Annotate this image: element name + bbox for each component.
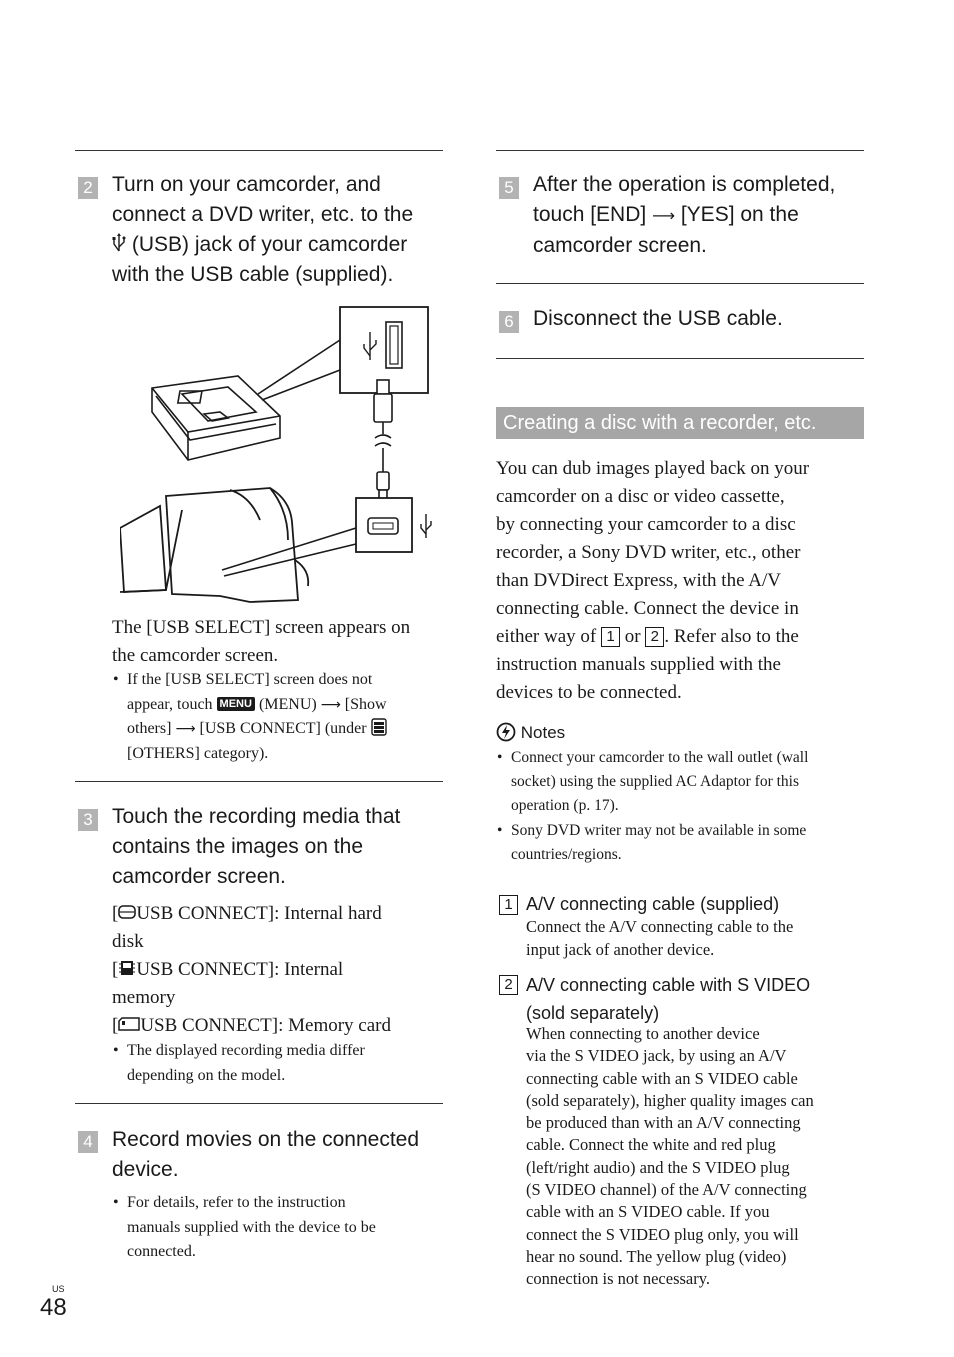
internal-memory-icon [118, 960, 136, 976]
step-number: 3 [78, 809, 98, 831]
step-number: 2 [78, 177, 98, 199]
text-line: Connect the A/V connecting cable to the [526, 917, 794, 936]
heading-line: camcorder screen. [112, 865, 286, 888]
result-text [112, 614, 452, 670]
divider [496, 150, 864, 151]
divider [75, 1103, 443, 1104]
heading-line: After the operation is completed, [533, 173, 836, 196]
text-line: by connecting your camcorder to a disc [496, 514, 796, 535]
bullet-dot: • [497, 822, 503, 839]
step-heading [112, 1125, 452, 1185]
text-span: USB CONNECT]: Memory card [140, 1015, 391, 1036]
text-line: than DVDirect Express, with the A/V [496, 570, 781, 591]
text-line: depending on the model. [127, 1066, 286, 1084]
text-line: socket) using the supplied AC Adaptor for this [511, 773, 800, 790]
heading-line: camcorder screen. [533, 234, 707, 257]
region-code: US [52, 1284, 65, 1294]
item-number-box: 1 [499, 895, 518, 915]
text-line [127, 693, 447, 718]
menu-icon: MENU [217, 697, 255, 711]
text-span: [USB CONNECT] (under [199, 720, 367, 737]
step-number: 4 [78, 1131, 98, 1153]
step-heading: Disconnect the USB cable. [533, 307, 783, 330]
text-span: either way of [496, 626, 597, 647]
hard-disk-icon [118, 905, 136, 919]
heading-line: Touch the recording media that [112, 805, 401, 828]
step-heading [112, 170, 452, 290]
text-line: the camcorder screen. [112, 645, 279, 666]
text-line: instruction manuals supplied with the [496, 654, 781, 675]
item-number-box: 2 [499, 975, 518, 995]
heading-line: connect a DVD writer, etc. to the [112, 203, 414, 226]
text-line [496, 623, 866, 651]
note-item [497, 746, 871, 818]
heading-line: Record movies on the connected [112, 1128, 420, 1151]
text-line: recorder, a Sony DVD writer, etc., other [496, 542, 801, 563]
arrow-icon: ⟶ [320, 696, 341, 713]
divider [75, 150, 443, 151]
text-line: For details, refer to the instruction [127, 1194, 346, 1211]
text-line: connected. [127, 1243, 196, 1260]
notes-icon [496, 722, 516, 742]
text-line: via the S VIDEO jack, by using an A/V [526, 1046, 787, 1066]
text-span: (MENU) [258, 695, 317, 713]
text-span: USB CONNECT]: Internal [136, 959, 344, 980]
step-number: 5 [499, 177, 519, 199]
text-line: connecting cable with an S VIDEO cable [526, 1068, 798, 1088]
arrow-icon: ⟶ [652, 206, 675, 225]
text-line: input jack of another device. [526, 940, 715, 959]
text-line: (sold separately), higher quality images can [526, 1090, 814, 1110]
divider [496, 283, 864, 284]
others-category-icon [371, 718, 387, 736]
item-title [526, 971, 810, 1027]
heading-text: (USB) jack of your camcorder [131, 233, 408, 256]
heading-text: touch [END] [533, 203, 647, 226]
text-line: camcorder on a disc or video cassette, [496, 486, 785, 507]
page-number: 48 [40, 1294, 67, 1321]
text-line: (left/right audio) and the S VIDEO plug [526, 1157, 790, 1177]
item-number-box: 2 [645, 627, 664, 647]
bullet-dot: • [113, 1042, 119, 1059]
text-line: countries/regions. [511, 846, 622, 863]
option-memory-card: [ USB CONNECT]: Memory card [112, 1015, 391, 1036]
text-line: (sold separately) [526, 1003, 660, 1023]
text-line: be produced than with an A/V connecting [526, 1113, 801, 1133]
usb-icon [421, 514, 431, 538]
notes-header [496, 722, 565, 744]
heading-line: Turn on your camcorder, and [112, 173, 381, 196]
usb-cable-icon [374, 380, 392, 500]
step-heading [533, 170, 873, 261]
camcorder-icon [120, 488, 308, 602]
text-span: others] [127, 720, 172, 737]
bullet-dot: • [497, 749, 503, 766]
bullet-note [113, 1191, 447, 1265]
item-description [526, 1023, 876, 1291]
item-description [526, 915, 876, 961]
text-line: Connect your camcorder to the wall outlet (wall [511, 749, 809, 766]
usb-connection-illustration [120, 300, 440, 610]
memory-card-icon [118, 1017, 140, 1031]
text-line: [OTHERS] category). [127, 744, 269, 762]
text-line: Sony DVD writer may not be available in some [511, 822, 807, 839]
divider [75, 781, 443, 782]
notes-label: Notes [520, 723, 566, 742]
item-number-box: 1 [601, 627, 620, 647]
text-span: appear, touch [127, 695, 213, 713]
heading-text: [YES] on the [680, 203, 799, 226]
text-line: connection is not necessary. [526, 1269, 711, 1289]
arrow-icon: ⟶ [175, 721, 196, 737]
note-item [497, 819, 871, 867]
text-line: If the [USB SELECT] screen does not [127, 671, 373, 688]
option-hard-disk: [ USB CONNECT]: Internal hard [112, 903, 382, 924]
heading-line: contains the images on the [112, 835, 363, 858]
bullet-note [113, 668, 447, 766]
text-span: [Show [344, 695, 387, 713]
text-line [127, 717, 447, 742]
text-span: . Refer also to the [664, 626, 799, 647]
heading-line [112, 230, 452, 260]
text-line: disk [112, 931, 144, 952]
text-line: manuals supplied with the device to be [127, 1218, 376, 1236]
heading-line [533, 200, 873, 231]
text-line: connect the S VIDEO plug only, you will [526, 1224, 799, 1244]
text-line: memory [112, 987, 176, 1008]
usb-icon [112, 233, 126, 253]
heading-line: with the USB cable (supplied). [112, 263, 394, 286]
media-options [112, 900, 452, 1040]
intro-paragraph [496, 455, 866, 707]
dvd-writer-icon [152, 376, 280, 460]
bullet-dot: • [113, 1194, 119, 1211]
bullet-dot: • [113, 671, 119, 688]
text-line: The displayed recording media differ [127, 1042, 365, 1059]
text-line: A/V connecting cable with S VIDEO [526, 975, 811, 995]
text-span: or [624, 626, 641, 647]
text-line: hear no sound. The yellow plug (video) [526, 1246, 787, 1266]
text-span: USB CONNECT]: Internal hard [136, 903, 382, 924]
bullet-note [113, 1039, 447, 1088]
item-title: A/V connecting cable (supplied) [526, 894, 780, 914]
section-title: Creating a disc with a recorder, etc. [496, 407, 864, 439]
text-line: operation (p. 17). [511, 797, 619, 814]
text-line: cable with an S VIDEO cable. If you [526, 1202, 770, 1222]
text-line: (S VIDEO channel) of the A/V connecting [526, 1180, 807, 1200]
heading-line: device. [112, 1158, 179, 1181]
text-line: The [USB SELECT] screen appears on [112, 617, 411, 638]
option-internal-memory: [ USB CONNECT]: Internal [112, 959, 344, 980]
text-line: devices to be connected. [496, 682, 682, 703]
text-line: When connecting to another device [526, 1024, 760, 1043]
divider [496, 358, 864, 359]
step-heading [112, 802, 452, 892]
step-number: 6 [499, 311, 519, 333]
text-line: You can dub images played back on your [496, 458, 810, 479]
text-line: cable. Connect the white and red plug [526, 1135, 776, 1155]
text-line: connecting cable. Connect the device in [496, 598, 799, 619]
